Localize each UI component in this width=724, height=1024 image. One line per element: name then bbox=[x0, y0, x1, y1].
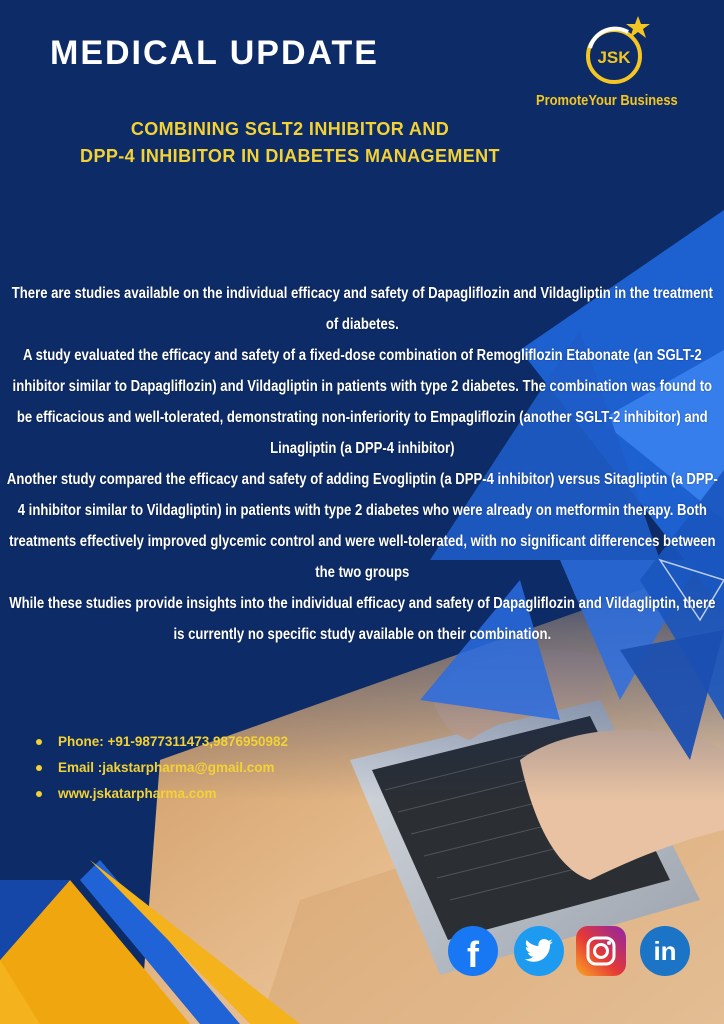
page-title: MEDICAL UPDATE bbox=[50, 34, 379, 72]
twitter-icon[interactable] bbox=[514, 926, 564, 976]
bullet-icon bbox=[36, 765, 42, 771]
contact-website[interactable] bbox=[36, 781, 288, 807]
paragraph-1: There are studies available on the individual efficacy and safety of Dapagliflozin and Vildagliptin in the treatment of diabetes. bbox=[11, 285, 713, 333]
contact-phone[interactable] bbox=[36, 729, 288, 755]
paragraph-2: A study evaluated the efficacy and safety of a fixed-dose combination of Remogliflozin Etabonate (an SGLT-2 inhibitor similar to Dapagliflozin) and Vildagliptin in patients with type 2 diabetes. The combination was found to be efficacious and well-tolerated, demonstrating non-inferiority to Empagliflozin (another SGLT-2 inhibitor) and Linagliptin (a DPP-4 inhibitor) bbox=[12, 347, 712, 457]
article-body bbox=[6, 278, 718, 650]
contact-email-text: Email :jakstarpharma@gmail.com bbox=[58, 760, 275, 775]
page-subtitle bbox=[40, 116, 540, 170]
paragraph-3: Another study compared the efficacy and safety of adding Evogliptin (a DPP-4 inhibitor) versus Sitagliptin (a DPP-4 inhibitor similar to Vildagliptin) in patients with type 2 diabetes who were already on metformin therapy. Both treatments effectively improved glycemic control and were well-tolerated, with no significant differences between the two groups bbox=[6, 471, 718, 581]
subtitle-line-1: COMBINING SGLT2 INHIBITOR AND bbox=[130, 119, 450, 139]
contact-website-text: www.jskatarpharma.com bbox=[58, 786, 217, 801]
contact-email[interactable] bbox=[36, 755, 288, 781]
contact-list bbox=[36, 729, 288, 807]
paragraph-4: While these studies provide insights into the individual efficacy and safety of Dapagliflozin and Vildagliptin, there is currently no specific study available on their combination. bbox=[8, 595, 716, 643]
brand-tagline: PromoteYour Business bbox=[536, 92, 678, 109]
linkedin-icon[interactable] bbox=[640, 926, 690, 976]
subtitle-line-2: DPP-4 INHIBITOR IN DIABETES MANAGEMENT bbox=[80, 146, 500, 166]
facebook-glyph: f bbox=[467, 934, 479, 975]
logo-text: JSK bbox=[597, 48, 631, 67]
linkedin-glyph: in bbox=[653, 935, 677, 966]
instagram-icon[interactable] bbox=[576, 926, 626, 976]
bullet-icon bbox=[36, 791, 42, 797]
brand-logo bbox=[576, 10, 656, 90]
facebook-icon[interactable] bbox=[448, 926, 498, 976]
twitter-bird-icon bbox=[524, 938, 554, 964]
bullet-icon bbox=[36, 739, 42, 745]
instagram-camera-icon bbox=[584, 934, 618, 968]
contact-phone-text: Phone: +91-9877311473,9876950982 bbox=[58, 734, 289, 749]
